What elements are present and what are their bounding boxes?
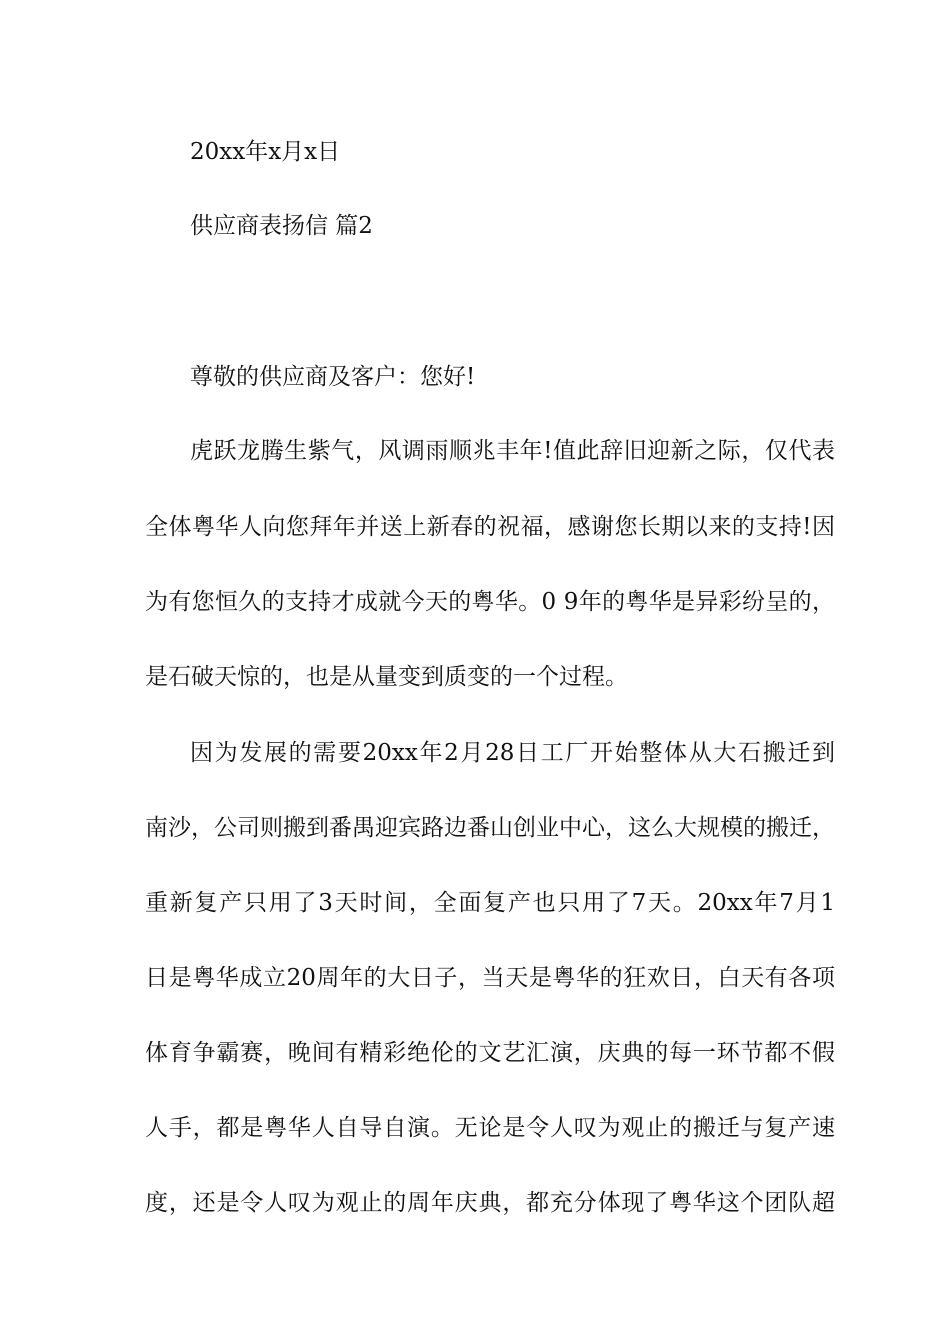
section-title: 供应商表扬信 篇2 xyxy=(190,213,373,239)
paragraph-line: 为有您恒久的支持才成就今天的粤华。0 9年的粤华是异彩纷呈的， xyxy=(145,589,835,615)
paragraph-line: 全体粤华人向您拜年并送上新春的祝福，感谢您长期以来的支持!因 xyxy=(145,514,835,540)
paragraph-line: 日是粤华成立20周年的大日子，当天是粤华的狂欢日，白天有各项 xyxy=(145,965,835,991)
paragraph-line: 因为发展的需要20xx年2月28日工厂开始整体从大石搬迁到 xyxy=(190,740,835,766)
salutation: 尊敬的供应商及客户：您好! xyxy=(190,364,476,390)
paragraph-line: 虎跃龙腾生紫气，风调雨顺兆丰年!值此辞旧迎新之际，仅代表 xyxy=(190,438,835,464)
paragraph-line: 度，还是令人叹为观止的周年庆典，都充分体现了粤华这个团队超 xyxy=(145,1190,835,1216)
paragraph-line: 重新复产只用了3天时间，全面复产也只用了7天。20xx年7月1 xyxy=(145,890,835,916)
paragraph-line: 人手，都是粤华人自导自演。无论是令人叹为观止的搬迁与复产速 xyxy=(145,1115,835,1141)
paragraph-line: 南沙，公司则搬到番禺迎宾路边番山创业中心，这么大规模的搬迁， xyxy=(145,815,835,841)
paragraph-line: 体育争霸赛，晚间有精彩绝伦的文艺汇演，庆典的每一环节都不假 xyxy=(145,1040,835,1066)
date-line: 20xx年x月x日 xyxy=(190,139,341,165)
paragraph-line: 是石破天惊的，也是从量变到质变的一个过程。 xyxy=(145,664,628,690)
